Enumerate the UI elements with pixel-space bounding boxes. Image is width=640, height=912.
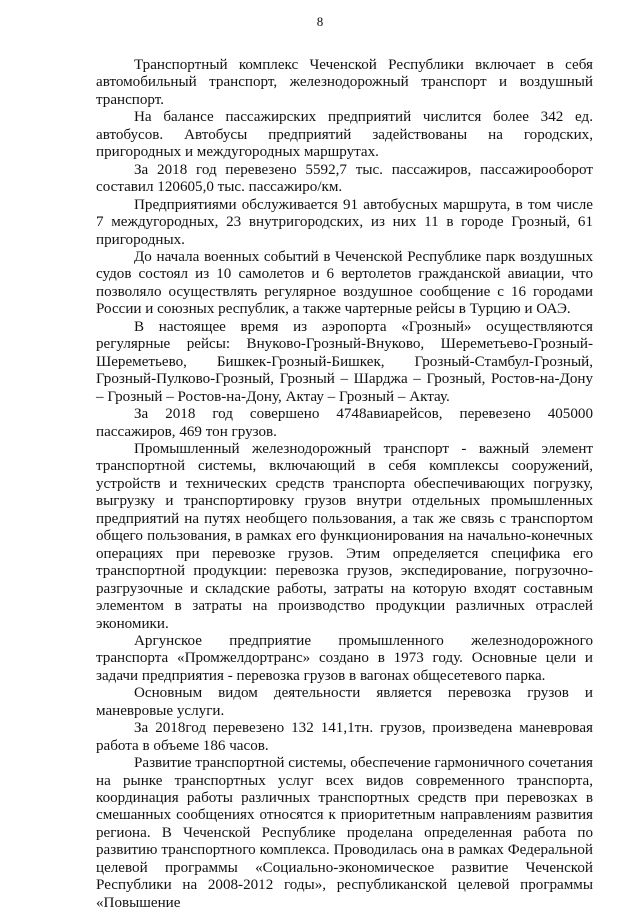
paragraph-transport-development: Развитие транспортной системы, обеспечение гармоничного сочетания на рынке транспортных услуг всех видов современного транспорта, координация работы различных транспортных средств при перевозках в смешанных сообщениях относятся к приоритетным направлениям развития региона. В Чеченской Республике проделана определенная работа по развитию транспортного комплекса. Проводилась она в рамках Федеральной целевой программы «Социально-экономическое развитие Чеченской Республики на 2008-2012 годы», республиканской целевой программы «Повышение: [96, 755, 593, 911]
paragraph-main-activity: Основным видом деятельности является перевозка грузов и маневровые услуги.: [96, 685, 593, 719]
paragraph-flights-2018: За 2018 год совершено 4748авиарейсов, перевезено 405000 пассажиров, 469 тон грузов.: [96, 406, 593, 440]
paragraph-bus-routes: Предприятиями обслуживается 91 автобусных маршрута, в том числе 7 междугородных, 23 внутригородских, из них 11 в городе Грозный, 61 пригородных.: [96, 196, 593, 248]
paragraph-cargo-2018: За 2018год перевезено 132 141,1тн. грузов, произведена маневровая работа в объеме 186 часов.: [96, 720, 593, 754]
paragraph-airport-flights: В настоящее время из аэропорта «Грозный» осуществляются регулярные рейсы: Внуково-Грозный-Внуково, Шереметьево-Грозный-Шереметьево, Бишкек-Грозный-Бишкек, Грозный-Стамбул-Грозный, Грозный-Пулково-Грозный, Грозный – Шарджа – Грозный, Ростов-на-Дону – Грозный – Ростов-на-Дону, Актау – Грозный – Актау.: [96, 318, 593, 405]
page-number: 8: [316, 14, 324, 29]
paragraph-transport-complex: Транспортный комплекс Чеченской Республики включает в себя автомобильный транспорт, железнодорожный транспорт и воздушный транспорт.: [96, 57, 593, 108]
paragraph-industrial-railway: Промышленный железнодорожный транспорт - важный элемент транспортной системы, включающий в себя комплексы сооружений, устройств и технических средств транспорта обеспечивающих погрузку, выгрузку и транспортировку грузов внутри отдельных промышленных предприятий на путях необщего пользования, а так же связь с транспортом общего пользования, в рамках его функционирования на начально-конечных операциях при перевозке грузов. Этим определяется специфика его транспортной продукции: перевозка грузов, экспедирование, погрузочно-разгрузочные и складские работы, затраты на которую входят составным элементом в затраты на производство продукции различных отраслей экономики.: [96, 440, 593, 632]
paragraph-aircraft-fleet: До начала военных событий в Чеченской Республике парк воздушных судов состоял из 10 самолетов и 6 вертолетов гражданской авиации, что позволяло осуществлять регулярное воздушное сообщение с 16 городами России и союзных республик, а также чартерные рейсы в Турцию и ОАЭ.: [96, 248, 593, 318]
paragraph-bus-fleet: На балансе пассажирских предприятий числится более 342 ед. автобусов. Автобусы предприятий задействованы на городских, пригородных и междугородных маршрутах.: [96, 109, 593, 161]
body-text: [96, 57, 593, 912]
paragraph-argun-enterprise: Аргунское предприятие промышленного железнодорожного транспорта «Промжелдортранс» создано в 1973 году. Основные цели и задачи предприятия - перевозка грузов в вагонах общесетевого парка.: [96, 632, 593, 684]
paragraph-passengers-2018: За 2018 год перевезено 5592,7 тыс. пассажиров, пассажирооборот составил 120605,0 тыс. пассажиро/км.: [96, 161, 593, 196]
